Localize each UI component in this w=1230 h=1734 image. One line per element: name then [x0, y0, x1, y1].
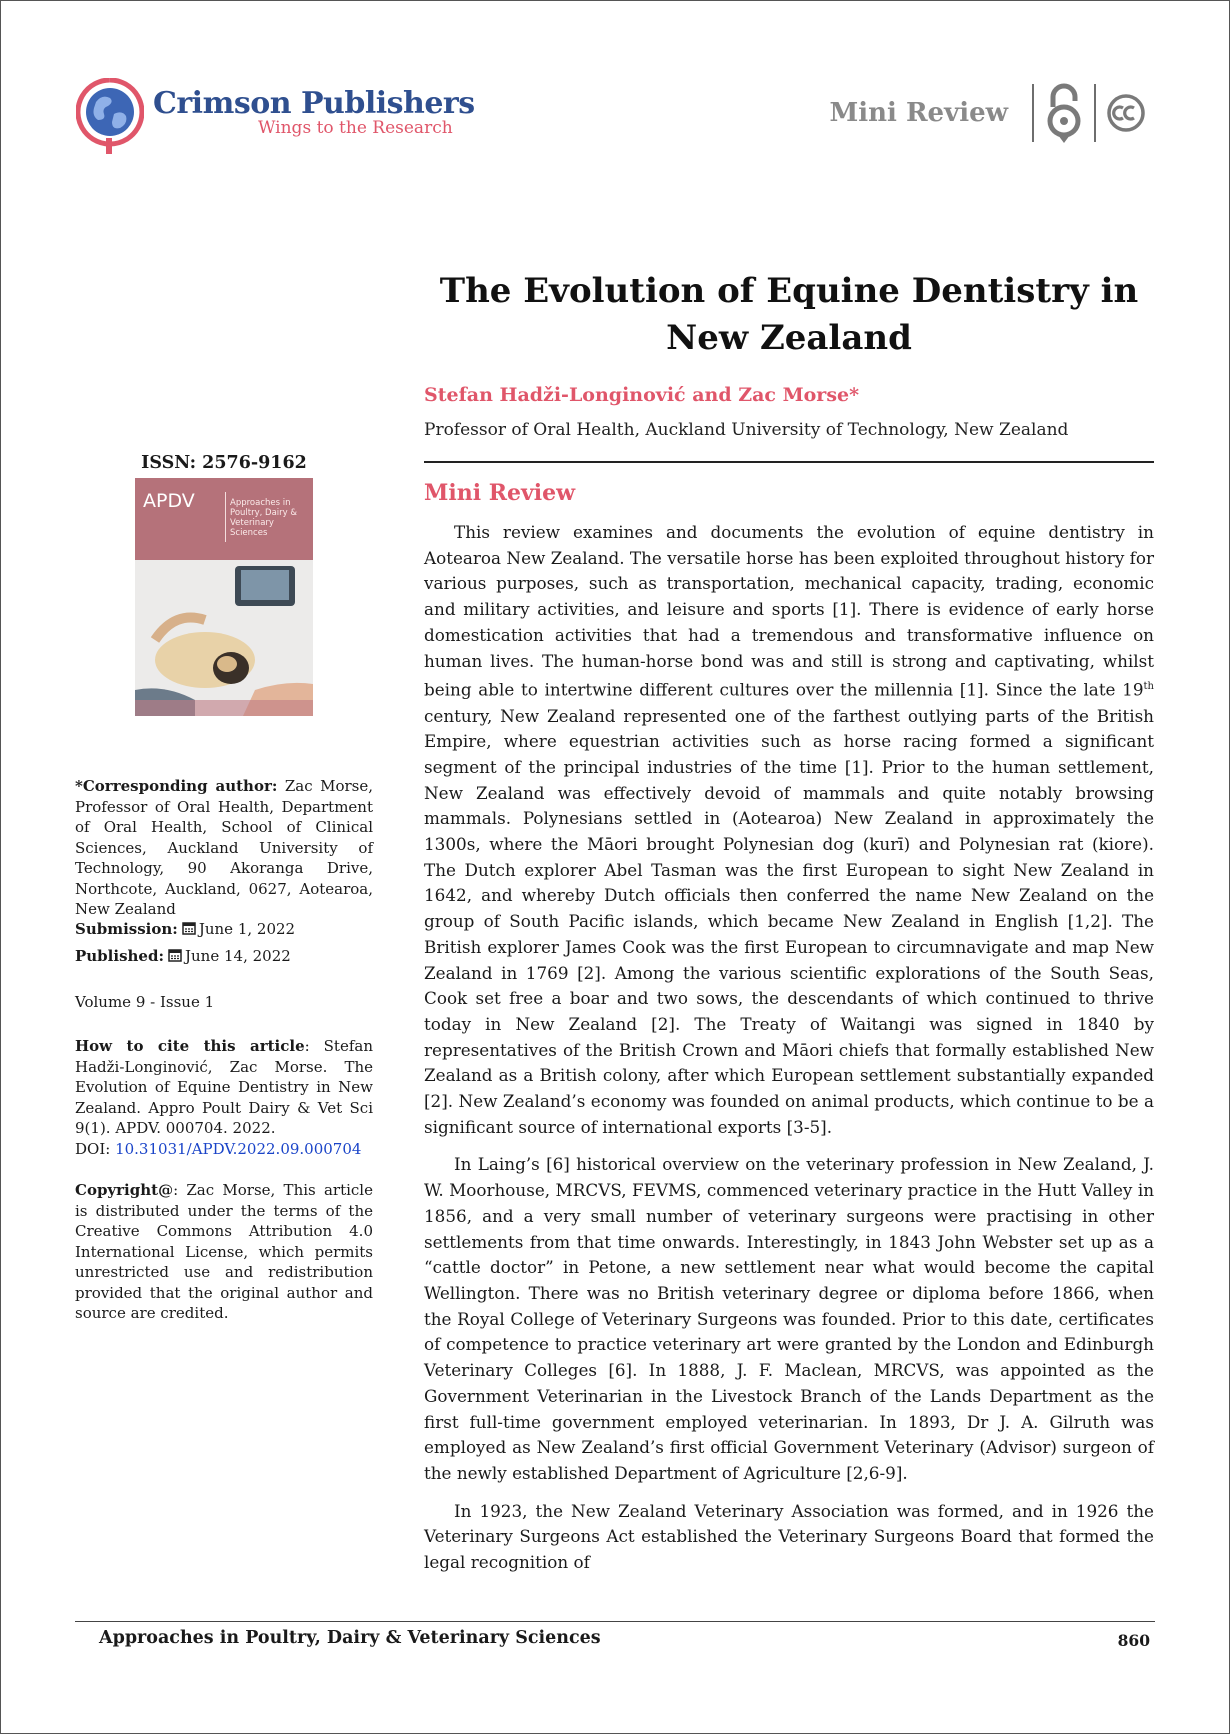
published-value: June 14, 2022 — [185, 947, 291, 965]
page-number: 860 — [1117, 1631, 1150, 1650]
creative-commons-icon[interactable] — [1106, 93, 1146, 133]
section-heading: Mini Review — [424, 480, 576, 506]
corresponding-author — [75, 776, 373, 920]
volume-issue: Volume 9 - Issue 1 — [75, 993, 215, 1011]
superscript: th — [1143, 681, 1154, 693]
body-paragraph — [424, 520, 1154, 1140]
cite-text: : Stefan Hadži-Longinović, Zac Morse. The Evolution of Equine Dentistry in New Zealand. Appro Poult Dairy & Vet Sci 9(1). APDV. 000704. 2022. — [75, 1037, 373, 1137]
cite-label: How to cite this article — [75, 1037, 305, 1055]
published-label: Published: — [75, 947, 164, 965]
journal-cover[interactable] — [135, 478, 313, 716]
copyright — [75, 1180, 373, 1324]
title-divider — [424, 461, 1154, 463]
article-body — [424, 520, 1154, 1588]
copyright-text: : Zac Morse, This article is distributed under the terms of the Creative Commons Attribution 4.0 International License, which permits unrestricted use and redistribution provided that the original author and source are credited. — [75, 1181, 373, 1322]
cover-photo — [135, 560, 313, 716]
copyright-label: Copyright@ — [75, 1181, 174, 1199]
doi-link[interactable]: 10.31031/APDV.2022.09.000704 — [115, 1139, 362, 1158]
calendar-icon — [182, 921, 196, 935]
article-type-label: Mini Review — [829, 98, 1008, 128]
header-badges — [829, 80, 1146, 146]
cover-subtitle: Approaches in Poultry, Dairy & Veterinary Sciences — [230, 498, 298, 538]
paragraph-text: century, New Zealand represented one of the farthest outlying parts of the British Empire, where equestrian activities such as horse racing formed a significant segment of the principal industries of the time [1]. Prior to the human settlement, New Zealand was effectively devoid of mammals and quite notably browsing mammals. Polynesians settled in (Aotearoa) New Zealand in approximately the 1300s, where the Māori brought Polynesian dog (kurī) and Polynesian rat (kiore). The Dutch explorer Abel Tasman was the first European to sight New Zealand in 1642, and whereby Dutch officials then conferred the name New Zealand on the group of South Pacific islands, which became New Zealand in English [1,2]. The British explorer James Cook was the first European to circumnavigate and map New Zealand in 1769 [2]. Among the various scientific explorations of the South Seas, Cook set free a boar and two sows, the descendants of which continued to thrive today in New Zealand [2]. The Treaty of Waitangi was signed in 1840 by representatives of the British Crown and Māori chiefs that formally established New Zealand as a British colony, after which European settlement substantially expanded [2]. New Zealand’s economy was founded on animal products, which continue to be a significant source of international exports [3-5]. — [424, 705, 1154, 1137]
doi-label: DOI: — [75, 1139, 116, 1158]
article-title: The Evolution of Equine Dentistry in New Zealand — [439, 271, 1139, 358]
brand-tagline: Wings to the Research — [258, 118, 453, 138]
header-divider — [1094, 84, 1096, 142]
article-authors: Stefan Hadži-Longinović and Zac Morse* — [424, 384, 860, 406]
body-paragraph: In Laing’s [6] historical overview on the veterinary profession in New Zealand, J. W. Moorhouse, MRCVS, FEVMS, commenced veterinary practice in the Hutt Valley in 1856, and a very small number of veterinary surgeons were practising in other settlements from that time onwards. Interestingly, in 1843 John Webster set up as a “cattle doctor” in Petone, a new settlement near what would become the capital Wellington. There was no British veterinary degree or diploma before 1866, when the Royal College of Veterinary Surgeons was founded. Prior to this date, certificates of competence to practice veterinary art were granted by the London and Edinburgh Veterinary Colleges [6]. In 1888, J. F. Maclean, MRCVS, was appointed as the Government Veterinarian in the Livestock Branch of the Lands Department as the first full-time government employed veterinarian. In 1893, Dr J. A. Gilruth was employed as New Zealand’s first official Government Veterinary (Advisor) surgeon of the newly established Department of Agriculture [2,6-9]. — [424, 1154, 1154, 1483]
globe-logo-icon — [76, 78, 144, 156]
published-date — [75, 947, 291, 965]
header-divider — [1032, 84, 1034, 142]
corresponding-label: *Corresponding author: — [75, 777, 278, 795]
submission-date — [75, 920, 295, 938]
author-affiliation: Professor of Oral Health, Auckland University of Technology, New Zealand — [424, 420, 1069, 440]
submission-label: Submission: — [75, 920, 178, 938]
footer-journal: Approaches in Poultry, Dairy & Veterinary Sciences — [99, 1628, 601, 1648]
calendar-icon — [168, 948, 182, 962]
cover-header — [135, 478, 313, 560]
cover-divider — [225, 492, 226, 542]
footer-divider — [75, 1621, 1155, 1622]
open-access-icon[interactable] — [1044, 83, 1084, 143]
citation — [75, 1036, 373, 1159]
issn: ISSN: 2576-9162 — [141, 453, 307, 473]
paragraph-text: This review examines and documents the evolution of equine dentistry in Aotearoa New Zealand. The versatile horse has been exploited throughout history for various purposes, such as transportation, mechanical capacity, trading, economic and military activities, and leisure and sports [1]. There is evidence of early horse domestication activities that had a tremendous and transformative influence on human lives. The human-horse bond was and still is strong and captivating, whilst being able to intertwine different cultures over the millennia [1]. Since the late 19 — [424, 522, 1154, 700]
publisher-logo[interactable] — [76, 76, 475, 156]
cover-acronym: APDV — [143, 490, 195, 512]
body-paragraph: In 1923, the New Zealand Veterinary Association was formed, and in 1926 the Veterinary Surgeons Act established the Veterinary Surgeons Board that formed the legal recognition of — [424, 1500, 1154, 1573]
submission-value: June 1, 2022 — [198, 920, 296, 938]
corresponding-text: Zac Morse, Professor of Oral Health, Department of Oral Health, School of Clinical Sciences, Auckland University of Technology, 90 Akoranga Drive, Northcote, Auckland, 0627, Aotearoa, New Zealand — [75, 777, 373, 918]
brand-name: Crimson Publishers — [153, 86, 475, 121]
